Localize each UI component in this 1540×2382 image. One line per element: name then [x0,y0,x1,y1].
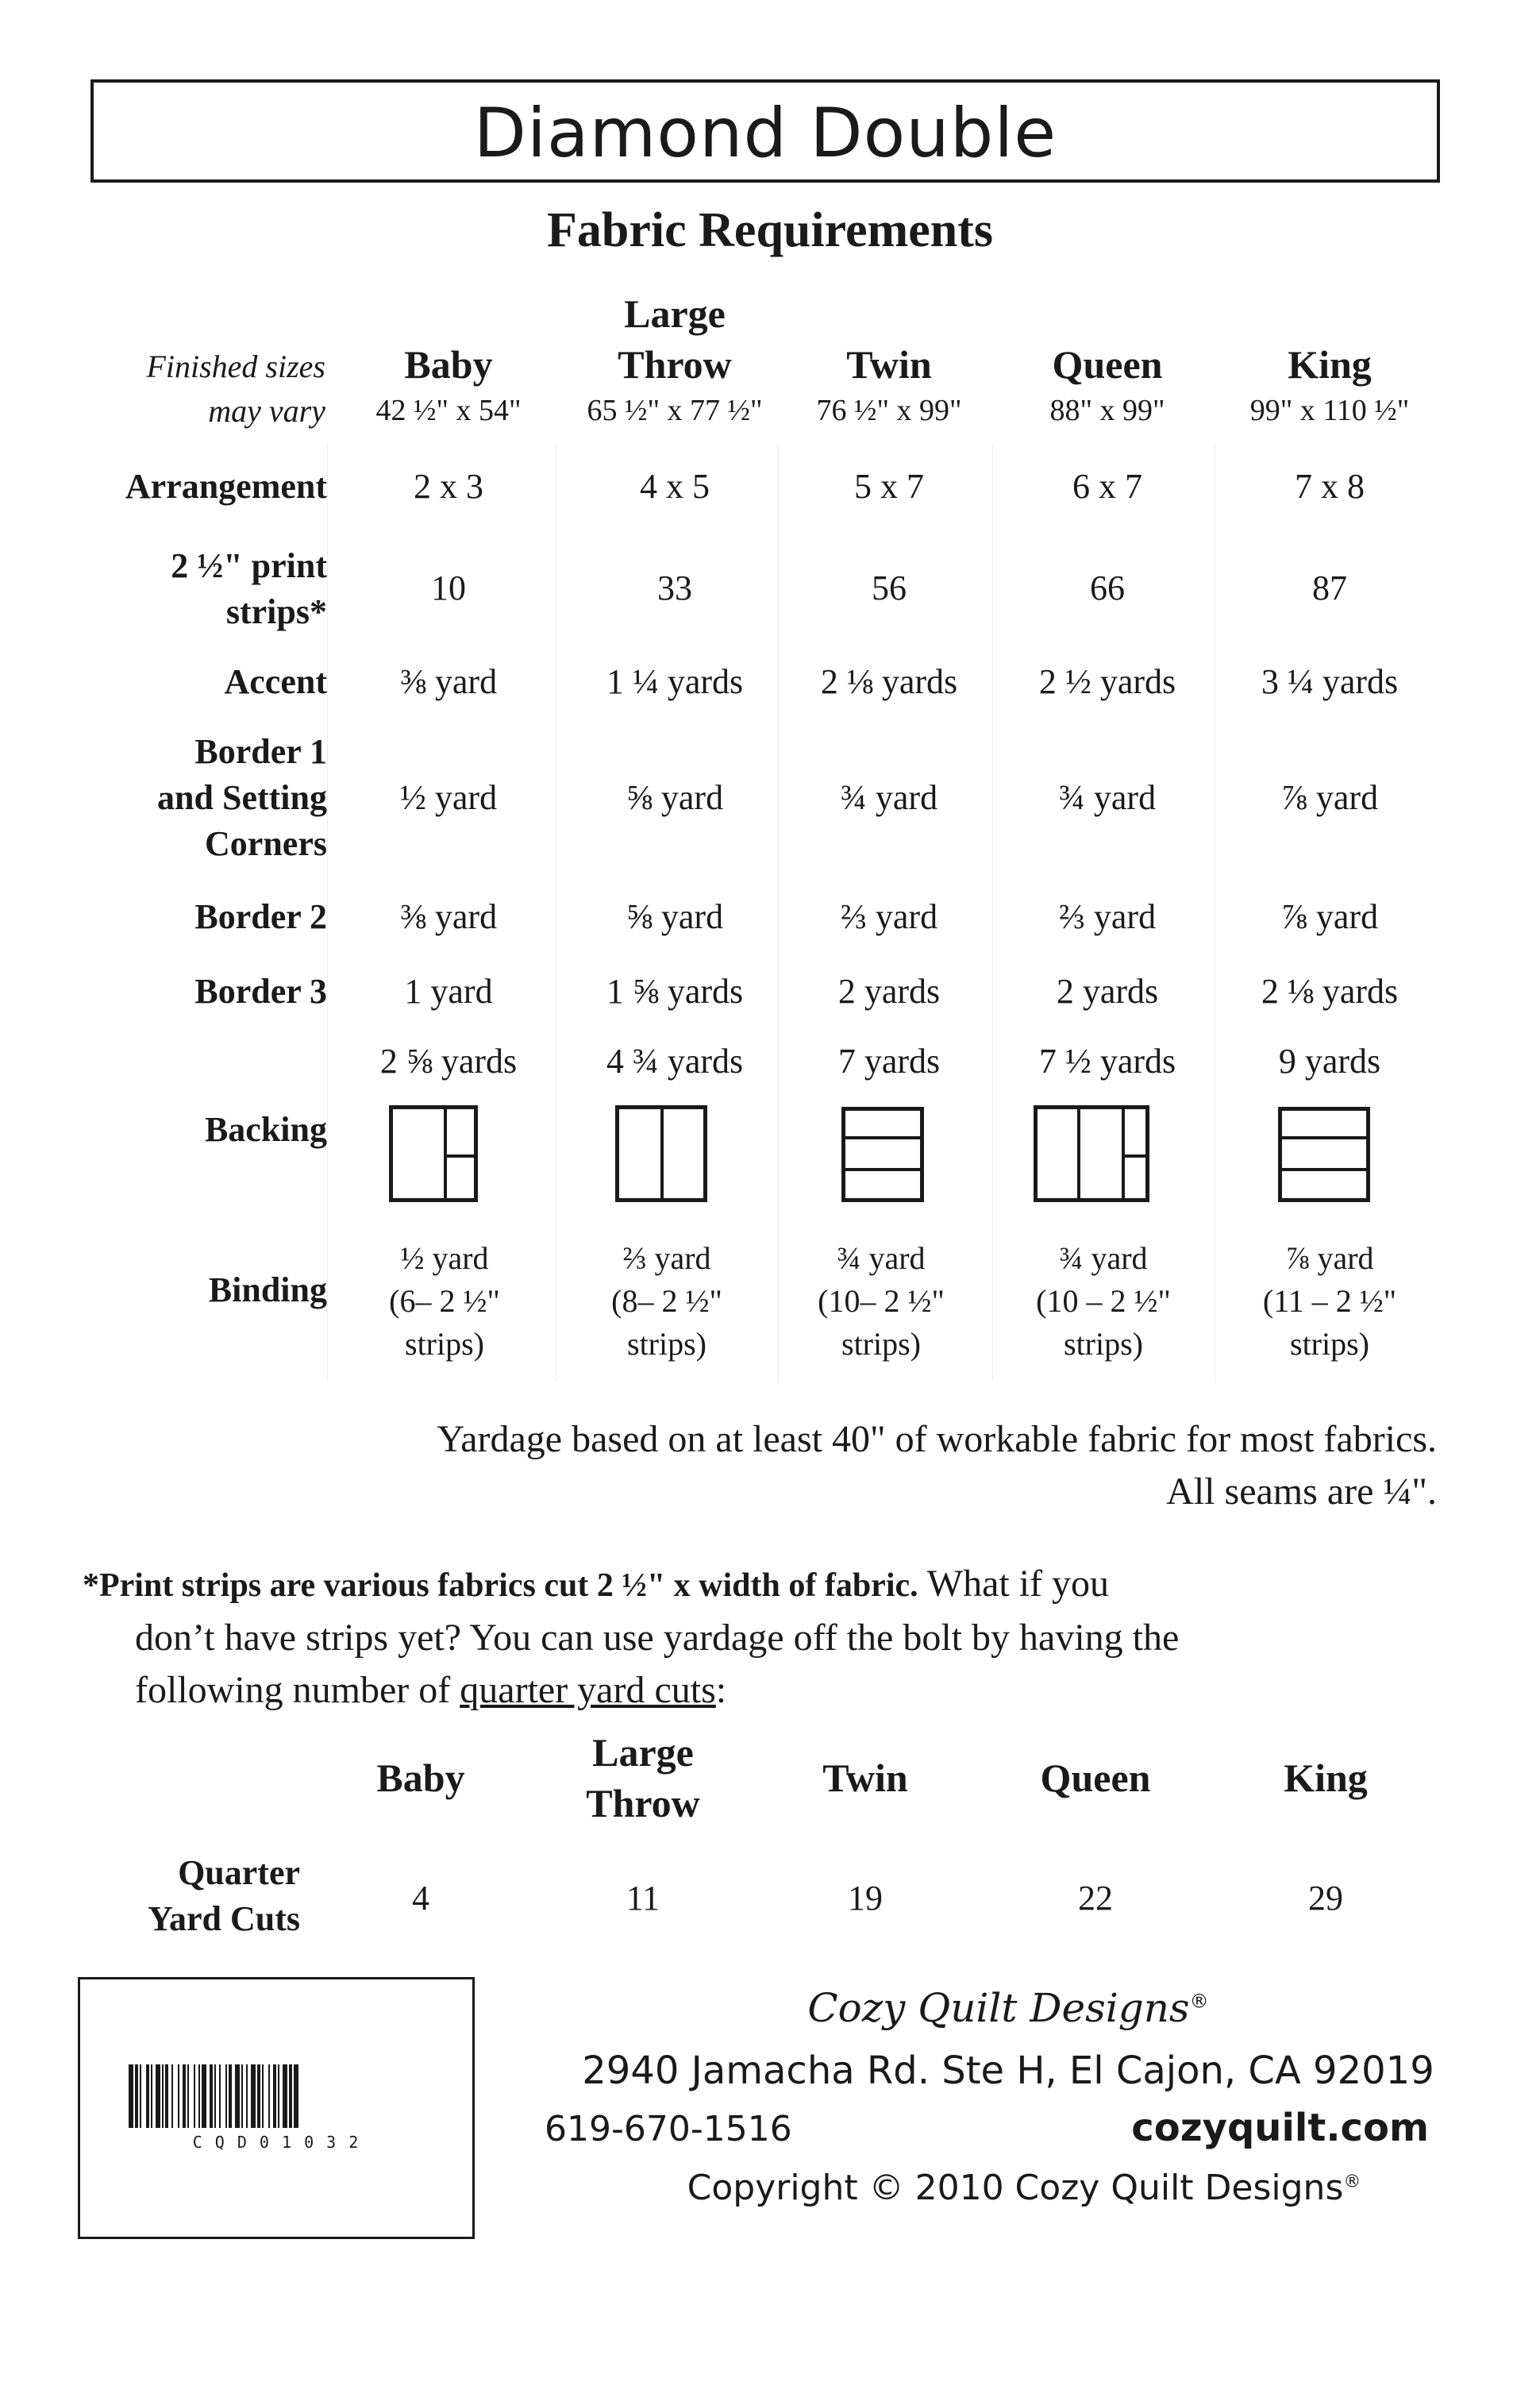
row-label-line: Border 2 [194,897,327,936]
cell: 4 ¾ yards [606,1042,744,1081]
col-header-baby: Baby [404,342,493,387]
cell: 10 [431,569,466,607]
cell: ⅔ yard [840,897,938,936]
barcode-bar [210,2064,213,2128]
barcode-bar [129,2064,133,2128]
row-label-print-strips [48,543,327,635]
registered-mark: ® [1189,1990,1209,2013]
barcode-bar [187,2064,189,2128]
qt-cell: 22 [1078,1879,1113,1918]
row-label-line: Yard Cuts [148,1899,300,1938]
column-divider [327,445,328,1382]
print-note-line-3 [83,1664,1448,1717]
size-note-line: Finished sizes [146,349,325,384]
yardage-note-line: All seams are ¼". [1166,1470,1437,1513]
barcode-bar [151,2064,152,2128]
barcode-bar [165,2064,168,2128]
barcode-bar [278,2064,279,2128]
diagram-line [444,1109,447,1198]
cell: 5 x 7 [854,467,924,506]
cell: ½ yard [399,778,498,817]
barcode-bar [283,2064,287,2128]
dim-twin: 76 ½" x 99" [816,394,962,427]
binding-line: strips) [627,1326,706,1362]
barcode-bar [273,2064,276,2128]
binding-line: ⅞ yard [1285,1240,1374,1276]
binding-cell-baby [341,1237,548,1366]
row-label-line: Accent [224,662,327,701]
print-note-pre: following number of [135,1669,460,1711]
cell: 66 [1090,569,1125,607]
col-header-twin: Twin [846,342,932,387]
page-subtitle: Fabric Requirements [547,203,993,257]
col-header-king: King [1288,342,1372,387]
qt-cell: 29 [1308,1879,1343,1918]
barcode-text: C Q D 0 1 0 3 2 [192,2133,360,2152]
barcode-image [125,2064,427,2136]
binding-line: ¾ yard [837,1240,926,1276]
row-label-line: and Setting [157,778,327,817]
diagram-line [444,1154,474,1158]
row-label-line: 2 ½" print [171,546,327,585]
binding-line: (6– 2 ½" [389,1283,500,1319]
binding-line: strips) [841,1326,921,1362]
barcode-bar [241,2064,243,2128]
barcode-bar [171,2064,173,2128]
print-strips-note [83,1558,1448,1717]
registered-mark: ® [1343,2172,1361,2192]
cell: 2 x 3 [414,467,483,506]
diagram-line [1077,1109,1080,1198]
diagram-line [845,1168,920,1171]
barcode-bar [194,2064,195,2128]
barcode-bar [178,2064,179,2128]
company-name [524,1985,1492,2031]
cell: 6 x 7 [1072,467,1142,506]
row-label-line: Border 1 [194,732,327,771]
row-label-border-3 [48,969,327,1015]
backing-diagram-baby [389,1105,478,1202]
cell: 2 ½ yards [1038,662,1176,701]
print-note-rest: What if you [918,1563,1110,1605]
qt-cell: 11 [626,1879,660,1918]
cell: ⅞ yard [1280,897,1379,936]
barcode-bar [202,2064,206,2128]
finished-sizes-note [71,345,325,434]
binding-line: strips) [405,1326,484,1362]
qt-header-baby: Baby [376,1756,465,1800]
row-label-accent [48,659,327,705]
company-name-text: Cozy Quilt Designs [807,1985,1190,2031]
cell: 1 yard [404,972,493,1011]
cell: ⅜ yard [399,897,498,936]
cell: 87 [1312,569,1347,607]
cell: 1 ⅝ yards [606,972,744,1011]
cell: 33 [657,569,692,607]
col-header-large-throw-bottom: Throw [618,342,732,387]
cell: 2 yards [1056,972,1159,1011]
barcode-bar [229,2064,232,2128]
qt-header-king: King [1284,1756,1368,1800]
barcode-bar [156,2064,160,2128]
diagram-line [1282,1136,1366,1139]
address: 2940 Jamacha Rd. Ste H, El Cajon, CA 92019 [582,2049,1434,2093]
cell: ¾ yard [1058,778,1157,817]
row-label-line: Border 3 [194,972,327,1011]
binding-line: ⅔ yard [622,1240,711,1276]
page-title: Diamond Double [473,94,1057,173]
row-label-line: Corners [205,824,327,863]
binding-cell-king [1219,1237,1441,1366]
binding-cell-queen [992,1237,1215,1366]
quarter-yard-cuts-text: quarter yard cuts [460,1669,716,1711]
barcode-bar [146,2064,149,2128]
cell: ⅔ yard [1058,897,1157,936]
cell: 2 yards [837,972,941,1011]
backing-diagram-large-throw [615,1105,707,1202]
row-label-border-1 [48,729,327,867]
barcode-bar [289,2064,292,2128]
cell: 7 x 8 [1295,467,1365,506]
barcode-bar [198,2064,200,2128]
barcode-bar [262,2064,264,2128]
barcode-bar [183,2064,186,2128]
cell: 7 ½ yards [1038,1042,1176,1081]
diagram-line [660,1109,664,1198]
barcode-bar [268,2064,270,2128]
backing-diagram-twin [841,1107,924,1202]
print-note-bold: *Print strips are various fabrics cut 2 ½" x width of fabric. [83,1567,918,1604]
cell: 56 [872,569,907,607]
cell: 4 x 5 [640,467,710,506]
row-label-arrangement [48,464,327,510]
diagram-line [845,1136,920,1139]
row-label-line: strips* [225,592,327,631]
phone: 619-670-1516 [545,2109,792,2149]
yardage-note-line: Yardage based on at least 40" of workable fabric for most fabrics. [437,1418,1437,1460]
barcode-bar [225,2064,227,2128]
barcode-bar [162,2064,164,2128]
barcode-bar [294,2064,298,2128]
binding-cell-large-throw [560,1237,774,1366]
backing-diagram-king [1278,1107,1370,1202]
binding-line: strips) [1290,1326,1369,1362]
binding-cell-twin [778,1237,984,1366]
yardage-note [159,1413,1437,1518]
binding-line: (11 – 2 ½" [1262,1283,1397,1319]
barcode-bar [219,2064,221,2128]
print-note-line-1 [83,1558,1448,1612]
barcode-bar [251,2064,256,2128]
cell: 7 yards [837,1042,941,1081]
dim-baby: 42 ½" x 54" [375,394,522,427]
size-note-line: may vary [208,393,325,429]
qt-header-large: Large [592,1730,694,1775]
row-label-backing: Backing [204,1110,327,1149]
diagram-line [1122,1109,1125,1198]
cell: 2 ⅛ yards [820,662,958,701]
cell: ¾ yard [840,778,938,817]
qt-cell: 19 [848,1879,883,1918]
barcode-bar [140,2064,141,2128]
cell: ⅜ yard [399,662,498,701]
row-label-line: Quarter [178,1853,300,1892]
cell: 9 yards [1278,1042,1381,1081]
col-header-queen: Queen [1052,342,1163,387]
binding-line: (8– 2 ½" [611,1283,722,1319]
barcode-bar [246,2064,248,2128]
qt-header-twin: Twin [822,1756,908,1800]
print-note-line-2: don’t have strips yet? You can use yardage off the bolt by having the [135,1617,1180,1659]
cell: 3 ¼ yards [1261,662,1399,701]
barcode-bar [214,2064,216,2128]
binding-line: (10– 2 ½" [818,1283,945,1319]
barcode-bar [257,2064,260,2128]
col-header-large-throw-top: Large [624,291,726,336]
binding-line: ½ yard [400,1240,489,1276]
barcode-bar [135,2064,138,2128]
binding-line: ¾ yard [1059,1240,1148,1276]
binding-line: strips) [1064,1326,1143,1362]
row-label-line: Arrangement [125,467,327,506]
dim-king: 99" x 110 ½" [1249,394,1410,427]
cell: 2 ⅛ yards [1261,972,1399,1011]
qt-row-label [48,1850,300,1942]
cell: ⅝ yard [626,778,724,817]
dim-large-throw: 65 ½" x 77 ½" [587,394,763,427]
print-note-post: : [715,1669,727,1711]
website-link[interactable]: cozyquilt.com [1131,2106,1429,2150]
dim-queen: 88" x 99" [1049,394,1165,427]
row-label-border-2 [48,894,327,940]
copyright-text: Copyright © 2010 Cozy Quilt Designs [687,2168,1344,2208]
cell: ⅝ yard [626,897,724,936]
cell: ⅞ yard [1280,778,1379,817]
copyright [556,2168,1492,2208]
backing-diagram-queen [1034,1105,1149,1202]
qt-header-throw: Throw [586,1781,700,1825]
row-label-binding: Binding [208,1270,327,1309]
cell: 1 ¼ yards [606,662,744,701]
cell: 2 ⅝ yards [379,1042,518,1081]
diagram-line [1122,1154,1145,1158]
barcode-bar [235,2064,240,2128]
qt-header-queen: Queen [1040,1756,1151,1800]
binding-line: (10 – 2 ½" [1036,1283,1171,1319]
diagram-line [1282,1168,1366,1171]
qt-cell: 4 [412,1879,429,1918]
